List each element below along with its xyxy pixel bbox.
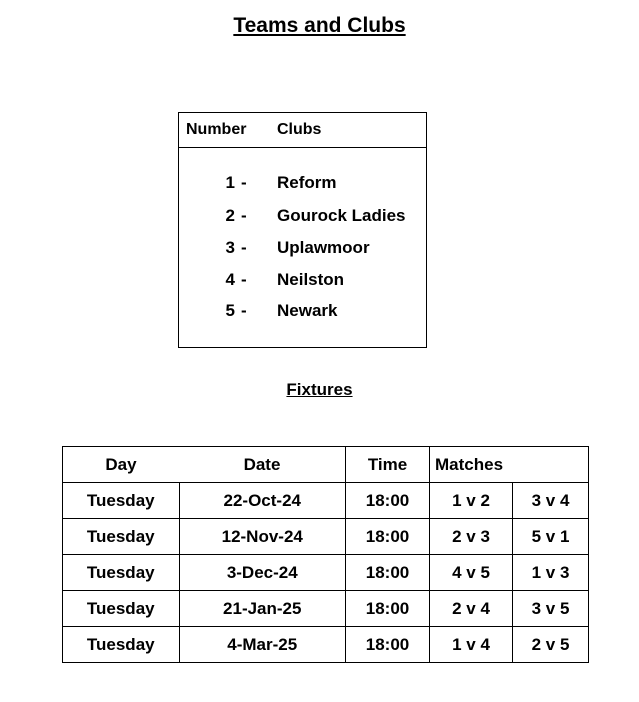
header-number: Number (186, 121, 247, 138)
club-number: 2 (225, 206, 235, 225)
fixture-match-1: 2 v 4 (430, 591, 513, 627)
club-row (179, 270, 426, 292)
club-name: Newark (277, 301, 338, 320)
fixture-date: 3-Dec-24 (179, 555, 346, 591)
fixture-day: Tuesday (63, 483, 180, 519)
club-name: Uplawmoor (277, 238, 370, 257)
fixtures-table (62, 446, 589, 663)
fixture-match-1: 4 v 5 (430, 555, 513, 591)
club-name: Neilston (277, 270, 345, 289)
club-name: Gourock Ladies (277, 206, 406, 225)
club-number: 5 (225, 301, 235, 320)
club-number: 1 (225, 173, 235, 192)
fixture-match-2: 3 v 4 (513, 483, 589, 519)
fixture-day: Tuesday (63, 591, 180, 627)
fixture-row (63, 591, 589, 627)
club-dash: - (241, 301, 247, 320)
fixture-row (63, 519, 589, 555)
clubs-table (178, 112, 427, 348)
fixture-date: 22-Oct-24 (179, 483, 346, 519)
fixture-day: Tuesday (63, 519, 180, 555)
fixture-match-2: 1 v 3 (513, 555, 589, 591)
fixture-day: Tuesday (63, 555, 180, 591)
club-number: 3 (225, 238, 235, 257)
club-number: 4 (225, 270, 235, 289)
page-title: Teams and Clubs (233, 14, 406, 37)
club-row (179, 238, 426, 260)
fixture-match-1: 1 v 2 (430, 483, 513, 519)
club-row (179, 206, 426, 228)
club-dash: - (241, 270, 247, 289)
header-clubs: Clubs (277, 121, 322, 138)
fixtures-header-row (63, 447, 589, 483)
fixture-match-2: 3 v 5 (513, 591, 589, 627)
club-dash: - (241, 238, 247, 257)
fixture-match-2: 5 v 1 (513, 519, 589, 555)
fixture-match-1: 1 v 4 (430, 627, 513, 663)
fixture-day: Tuesday (63, 627, 180, 663)
fixture-time: 18:00 (346, 519, 430, 555)
fixture-row (63, 483, 589, 519)
fixture-match-1: 2 v 3 (430, 519, 513, 555)
header-date: Date (179, 447, 346, 483)
header-day: Day (63, 447, 180, 483)
fixture-time: 18:00 (346, 627, 430, 663)
fixture-row (63, 555, 589, 591)
fixture-date: 4-Mar-25 (179, 627, 346, 663)
club-row (179, 173, 426, 195)
fixture-row (63, 627, 589, 663)
fixture-time: 18:00 (346, 555, 430, 591)
club-row (179, 301, 426, 323)
fixture-date: 21-Jan-25 (179, 591, 346, 627)
fixture-time: 18:00 (346, 591, 430, 627)
fixtures-title: Fixtures (286, 380, 353, 399)
fixture-match-2: 2 v 5 (513, 627, 589, 663)
club-dash: - (241, 206, 247, 225)
club-name: Reform (277, 173, 337, 192)
fixture-time: 18:00 (346, 483, 430, 519)
header-matches: Matches (430, 447, 589, 483)
fixture-date: 12-Nov-24 (179, 519, 346, 555)
clubs-table-header (179, 113, 426, 148)
club-dash: - (241, 173, 247, 192)
header-time: Time (346, 447, 430, 483)
